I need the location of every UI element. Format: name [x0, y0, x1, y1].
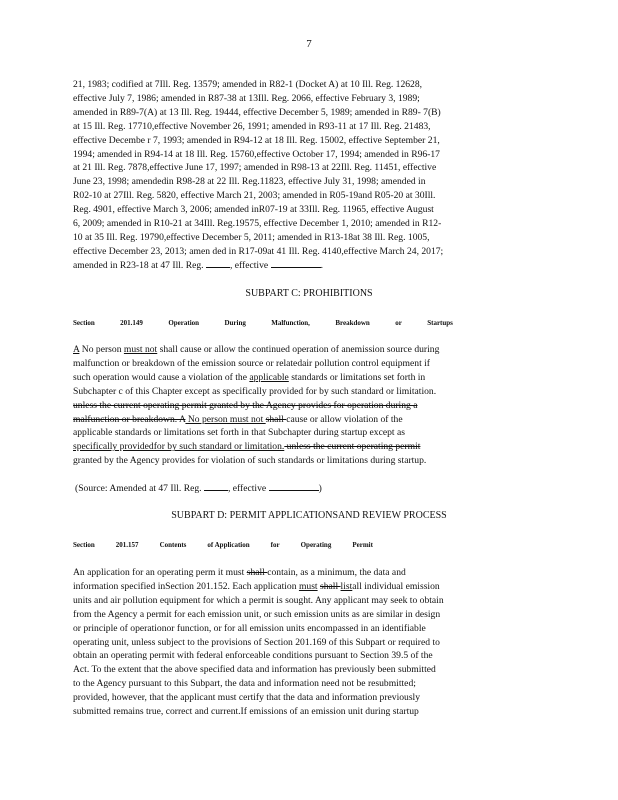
- source-suffix: ): [318, 483, 322, 494]
- text-run: No person: [79, 344, 124, 355]
- inserted-text: applicable: [249, 371, 289, 383]
- text-run: all individual emission: [352, 580, 440, 592]
- history-line: effective Decembe r 7, 1993; amended in R94-12 at 18 Ill. Reg. 15002, effective September 21,: [73, 134, 440, 146]
- blank-line: [269, 482, 319, 491]
- history-line-last: amended in R23-18 at 47 Ill. Reg. , effective .: [73, 259, 323, 271]
- history-line: June 23, 1998; amendedin R98-28 at 22 Ill. Reg.11823, effective July 31, 1998; amended in: [73, 176, 426, 188]
- history-line: Reg. 4901, effective March 3, 2006; amended inR07-19 at 33Ill. Reg. 11965, effective August: [73, 204, 434, 216]
- text-run: shall cause or allow the continued operation of anemission source during: [157, 344, 440, 355]
- para-line: submitted remains true, correct and current.If emissions of an emission unit during startup: [73, 706, 419, 718]
- history-line: 10 at 35 Ill. Reg. 19790,effective December 5, 2011; amended in R13-18at 38 Ill. Reg. 1005,: [73, 231, 430, 243]
- history-line: 1994; amended in R94-14 at 18 Ill. Reg. 15760,effective October 17, 1994; amended in R96-17: [73, 148, 440, 160]
- para-line: [73, 413, 545, 427]
- history-line: amended in R89-7(A) at 13 Ill. Reg. 19444, effective December 5, 1989; amended in R89- 7(B): [73, 106, 441, 118]
- para-line: from the Agency a permit for each emission unit, or such emission units as are similar in design: [73, 608, 441, 620]
- section-label: Section: [73, 319, 95, 327]
- deleted-text: shall: [320, 580, 341, 592]
- blank-line: [204, 482, 228, 491]
- history-line: at 21 Ill. Reg. 7878,effective June 17, 1997; amended in R98-13 at 22Ill. Reg. 11451, effective: [73, 162, 437, 174]
- para-line: applicable standards or limitations set forth in that Subchapter during startup except as: [73, 427, 405, 439]
- text-run: cause or allow violation of the: [286, 413, 403, 425]
- inserted-text: must not: [123, 344, 158, 355]
- section-word: Operation: [168, 319, 200, 327]
- para-line: units and air pollution equipment for which a permit is sought. Any applicant may seek to obtain: [73, 594, 444, 606]
- inserted-text: must: [298, 580, 318, 592]
- blank-line: [206, 259, 230, 268]
- para-line: [73, 580, 545, 594]
- section-word: Breakdown: [335, 319, 370, 327]
- deleted-line: unless the current operating permit granted by the Agency provides for operation during a: [73, 399, 418, 411]
- deleted-text: malfunction or breakdown. A: [73, 413, 186, 425]
- para-line: malfunction or breakdown of the emission source or relatedair pollution control equipment if: [73, 357, 431, 369]
- inserted-text: A: [73, 344, 80, 355]
- para-line: [73, 440, 545, 454]
- history-line: at 15 Ill. Reg. 17710,effective November 26, 1991; amended in R93-11 at 17 Ill. Reg. 21483,: [73, 120, 431, 132]
- section-201-157-body: [73, 566, 545, 719]
- section-word: for: [270, 541, 280, 549]
- section-word: Startups: [427, 319, 453, 327]
- history-line: 21, 1983; codified at 7Ill. Reg. 13579; amended in R82-1 (Docket A) at 10 Ill. Reg. 12628,: [73, 79, 423, 90]
- para-line: [73, 371, 545, 385]
- inserted-text: specifically providedfor by such standard or limitation.: [73, 441, 285, 453]
- para-line: Subchapter c of this Chapter except as specifically provided for by such standard or limitation.: [73, 385, 437, 397]
- section-id: 201.149: [120, 319, 143, 327]
- history-line: effective December 23, 2013; amen ded in R17-09at 41 Ill. Reg. 4140,effective March 24, 2017;: [73, 245, 444, 257]
- text-run: standards or limitations set forth in: [288, 371, 426, 383]
- history-last-mid: , effective: [229, 259, 269, 271]
- section-label: Section: [73, 541, 95, 549]
- deleted-text: shall: [246, 567, 268, 578]
- section-word: During: [224, 319, 246, 327]
- source-mid: , effective: [227, 483, 267, 494]
- section-201-149-heading: [73, 319, 453, 327]
- history-last-prefix: amended in R23-18 at 47 Ill. Reg.: [73, 259, 204, 271]
- subpart-d-heading: SUBPART D: PERMIT APPLICATIONSAND REVIEW PROCESS: [171, 510, 447, 521]
- para-line: or principle of operationor function, or for all emission units encompassed in an identifiable: [73, 622, 426, 634]
- para-line: granted by the Agency provides for violation of such standards or limitations during startup.: [73, 455, 427, 467]
- blank-line: [271, 259, 321, 268]
- para-line: operating unit, unless subject to the provisions of Section 201.169 of this Subpart or required to: [73, 636, 440, 648]
- section-word: or: [395, 319, 402, 327]
- history-line: effective July 7, 1986; amended in R87-38 at 13Ill. Reg. 2066, effective February 3, 1989;: [73, 92, 420, 104]
- text-run: information specified inSection 201.152. Each application: [73, 580, 299, 592]
- history-note: [73, 78, 545, 273]
- para-line: [73, 566, 545, 580]
- para-line: obtain an operating permit with federal enforceable conditions pursuant to Section 39.5 of the: [73, 650, 433, 662]
- text-run: such operation would cause a violation of the: [73, 371, 250, 383]
- para-line: Act. To the extent that the above specified data and information has previously been submitted: [73, 664, 436, 676]
- section-id: 201.157: [115, 541, 139, 549]
- inserted-text: No person must not: [185, 413, 266, 425]
- section-word: Operating: [300, 541, 332, 549]
- section-201-149-body: [73, 343, 545, 468]
- section-word: of Application: [207, 541, 250, 549]
- source-note: [75, 482, 322, 494]
- inserted-text: list: [340, 580, 353, 592]
- section-word: Permit: [352, 541, 373, 549]
- history-line: R02-10 at 27Ill. Reg. 5820, effective March 21, 2003; amended in R05-19and R05-20 at 30Ill.: [73, 190, 436, 202]
- para-line: [73, 343, 545, 357]
- history-line: 6, 2009; amended in R10-21 at 34Ill. Reg.19575, effective December 1, 2010; amended in R12-: [73, 218, 442, 230]
- deleted-text: shall: [265, 413, 287, 425]
- deleted-text: unless the current operating permit: [284, 441, 421, 453]
- section-201-157-heading: [73, 541, 373, 549]
- para-line: provided, however, that the applicant must certify that the data and information previously: [73, 692, 421, 704]
- section-word: Contents: [159, 541, 187, 549]
- page-number: 7: [306, 38, 312, 50]
- text-run: contain, as a minimum, the data and: [267, 567, 406, 578]
- para-line: to the Agency pursuant to this Subpart, the data and information need not be resubmitted;: [73, 678, 416, 690]
- text-run: An application for an operating perm it must: [73, 567, 247, 578]
- section-word: Malfunction,: [271, 319, 310, 327]
- source-prefix: (Source: Amended at 47 Ill. Reg.: [75, 483, 202, 494]
- subpart-c-heading: SUBPART C: PROHIBITIONS: [245, 288, 373, 299]
